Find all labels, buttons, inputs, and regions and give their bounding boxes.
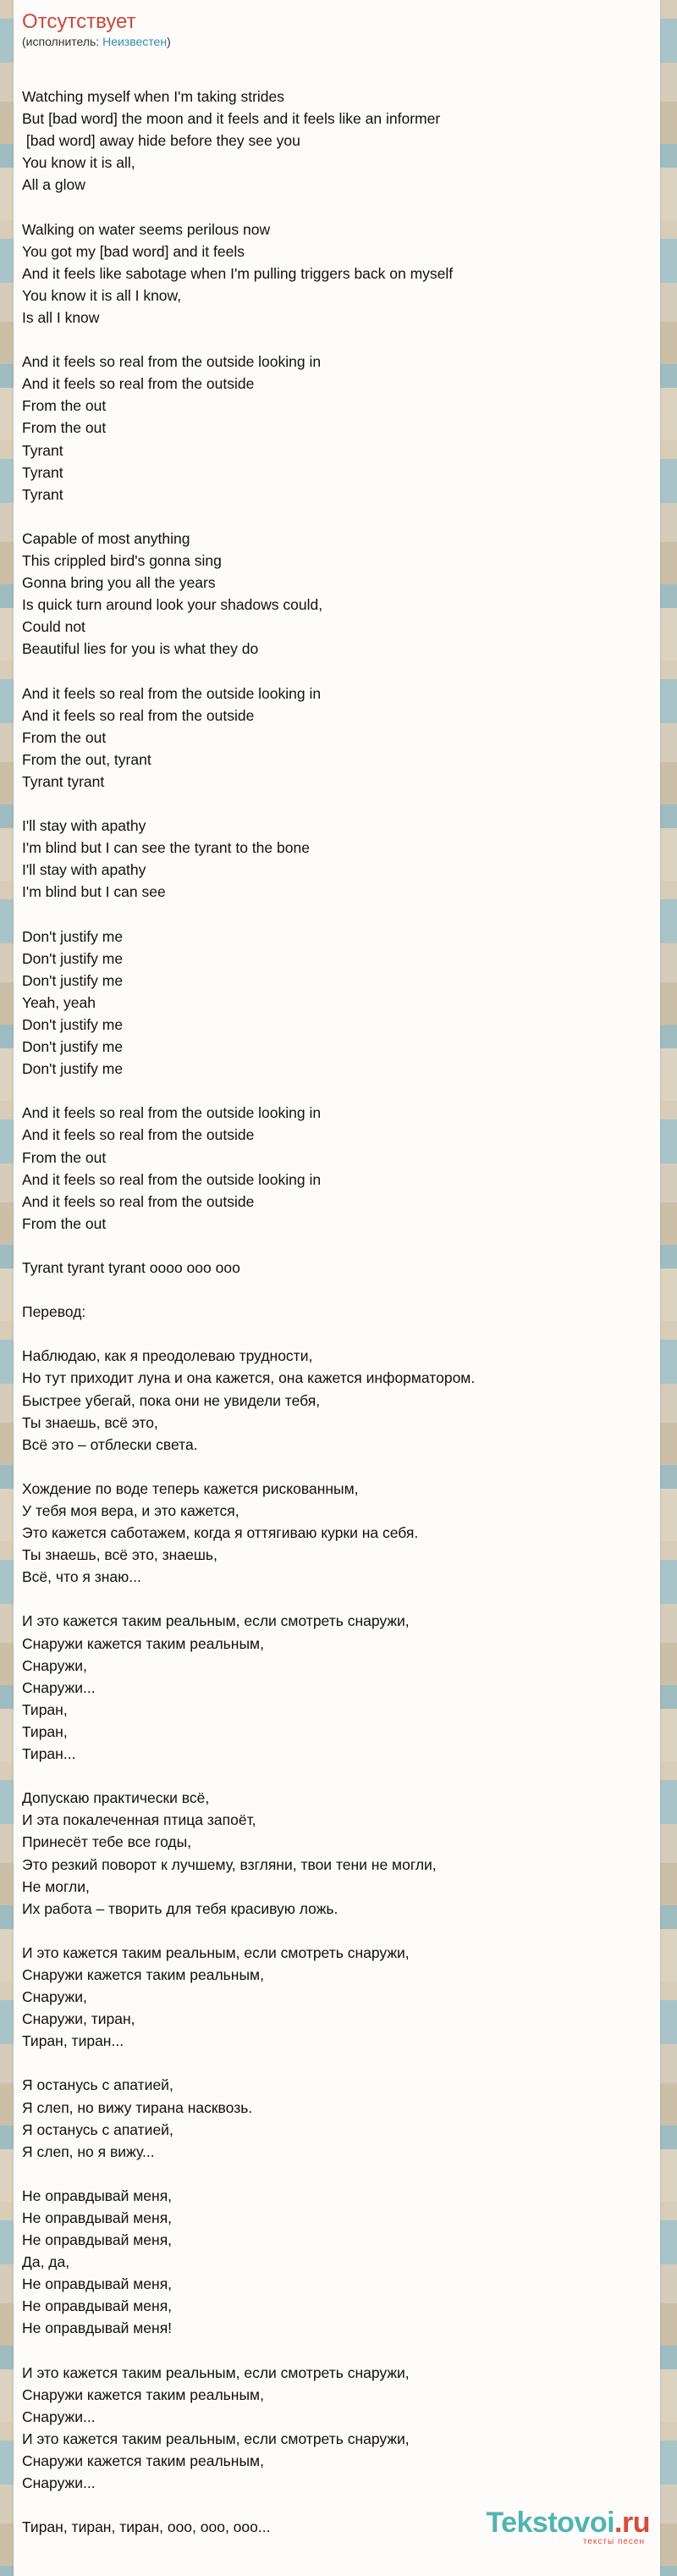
lyric-line: And it feels so real from the outside — [22, 706, 255, 724]
lyric-line: And it feels like sabotage when I'm pulling triggers back on myself — [22, 264, 454, 282]
site-logo[interactable] — [486, 2507, 650, 2546]
lyric-line: And it feels so real from the outside — [22, 1192, 255, 1210]
lyric-line: Не оправдывай меня, — [22, 2209, 173, 2226]
lyric-line: Could not — [22, 618, 85, 636]
lyric-line: And it feels so real from the outside looking in — [22, 1104, 322, 1122]
logo-tagline: тексты песен — [582, 2537, 645, 2546]
lyric-line: Это резкий поворот к лучшему, взгляни, твои тени не могли, — [22, 1855, 437, 1873]
performer-prefix: (исполнитель: — [22, 35, 103, 48]
lyric-line: Tyrant — [22, 441, 63, 459]
lyric-line: Снаружи, — [22, 1656, 87, 1674]
lyric-blank-line — [22, 1588, 648, 1610]
lyric-blank-line — [22, 660, 648, 682]
lyric-line: И это кажется таким реальным, если смотреть снаружи, — [22, 2363, 410, 2381]
lyric-blank-line — [22, 793, 648, 815]
lyric-line: Watching myself when I'm taking strides — [22, 88, 285, 105]
lyric-line: Tyrant — [22, 485, 63, 503]
lyric-blank-line — [22, 1279, 648, 1301]
lyric-line: [bad word] away hide before they see you — [22, 132, 300, 150]
lyric-line: Снаружи кажется таким реальным, — [22, 2385, 264, 2403]
lyric-line: Снаружи... — [22, 2474, 96, 2492]
lyric-line: Ты знаешь, всё это, знаешь, — [22, 1546, 217, 1564]
lyric-line: Тиран, тиран, тиран, ооо, ооо, ооо... — [22, 2518, 271, 2536]
lyric-blank-line — [22, 2052, 648, 2074]
lyric-blank-line — [22, 1323, 648, 1345]
lyric-line: I'll stay with apathy — [22, 861, 146, 879]
lyric-line: Снаружи кажется таким реальным, — [22, 1634, 264, 1652]
lyric-line: У тебя моя вера, и это кажется, — [22, 1502, 239, 1519]
lyric-line: Принесёт тебе все годы, — [22, 1833, 192, 1851]
performer-line — [22, 34, 171, 49]
lyric-blank-line — [22, 2340, 648, 2362]
lyric-line: And it feels so real from the outside looking in — [22, 1170, 322, 1188]
lyric-line: Снаружи, тиран, — [22, 2010, 135, 2028]
lyric-line: Допускаю практически всё, — [22, 1789, 210, 1807]
lyric-line: Не оправдывай меня, — [22, 2231, 173, 2249]
lyric-line: Тиран... — [22, 1745, 76, 1763]
lyric-line: Capable of most anything — [22, 529, 190, 547]
lyric-line: Наблюдаю, как я преодолеваю трудности, — [22, 1347, 313, 1365]
lyric-line: Не оправдывай меня, — [22, 2275, 173, 2293]
lyric-line: И это кажется таким реальным, если смотреть снаружи, — [22, 2430, 410, 2447]
lyric-line: Не оправдывай меня! — [22, 2319, 173, 2337]
lyric-line: Но тут приходит луна и она кажется, она кажется информатором. — [22, 1369, 476, 1387]
lyric-blank-line — [22, 1920, 648, 1942]
lyric-line: Я останусь с апатией, — [22, 2120, 173, 2138]
lyric-line: Is all I know — [22, 308, 100, 326]
lyric-line: Снаружи... — [22, 2407, 96, 2425]
performer-link[interactable]: Неизвестен — [102, 35, 168, 48]
lyric-line: Я слеп, но вижу тирана насквозь. — [22, 2098, 253, 2116]
lyric-line: Всё, что я знаю... — [22, 1568, 141, 1586]
lyric-line: Don't justify me — [22, 927, 124, 945]
lyric-line: From the out, tyrant — [22, 750, 151, 768]
lyric-blank-line — [22, 196, 648, 218]
song-header — [22, 10, 171, 49]
lyric-line: Don't justify me — [22, 1038, 124, 1056]
lyric-line: Хождение по воде теперь кажется рискованным, — [22, 1479, 359, 1497]
lyric-line: Это кажется саботажем, когда я оттягиваю курки на себя. — [22, 1524, 419, 1542]
lyric-line: Don't justify me — [22, 1015, 124, 1033]
lyric-line: I'm blind but I can see — [22, 883, 166, 901]
lyric-line: Don't justify me — [22, 971, 124, 989]
lyric-line: Перевод: — [22, 1303, 86, 1321]
lyric-line: Gonna bring you all the years — [22, 574, 216, 592]
lyric-line: Tyrant tyrant — [22, 772, 105, 790]
right-background-stripe — [660, 0, 677, 2576]
lyric-line: But [bad word] the moon and it feels and it feels like an informer — [22, 110, 441, 128]
lyric-line: Ты знаешь, всё это, — [22, 1413, 158, 1431]
lyric-line: Don't justify me — [22, 949, 124, 967]
left-background-stripe — [0, 0, 14, 2576]
lyric-line: This crippled bird's gonna sing — [22, 551, 222, 569]
lyric-blank-line — [22, 1235, 648, 1257]
lyric-line: And it feels so real from the outside looking in — [22, 353, 322, 371]
lyric-line: Тиран, тиран... — [22, 2032, 124, 2050]
lyric-line: Всё это – отблески света. — [22, 1435, 198, 1453]
lyric-line: И эта покалеченная птица запоёт, — [22, 1811, 256, 1829]
lyric-line: И это кажется таким реальным, если смотреть снаружи, — [22, 1612, 410, 1630]
lyric-line: Is quick turn around look your shadows could, — [22, 596, 323, 614]
lyric-line: Быстрее убегай, пока они не увидели тебя, — [22, 1391, 321, 1409]
lyric-line: И это кажется таким реальным, если смотреть снаружи, — [22, 1943, 410, 1961]
lyric-line: Я слеп, но я вижу... — [22, 2142, 155, 2160]
lyric-line: Снаружи... — [22, 1678, 96, 1696]
lyric-line: Я останусь с апатией, — [22, 2076, 173, 2094]
lyric-line: Да, да, — [22, 2253, 70, 2271]
logo-wordmark — [486, 2507, 650, 2539]
lyric-line: From the out — [22, 728, 107, 746]
lyric-line: From the out — [22, 419, 107, 437]
lyric-blank-line — [22, 506, 648, 528]
lyric-blank-line — [22, 1456, 648, 1478]
lyric-line: Снаружи кажется таким реальным, — [22, 2452, 264, 2470]
lyric-blank-line — [22, 903, 648, 925]
lyric-line: Yeah, yeah — [22, 993, 96, 1011]
logo-name: Tekstovoi — [486, 2507, 615, 2539]
performer-suffix: ) — [167, 35, 171, 48]
lyric-line: Тиран, — [22, 1700, 68, 1718]
lyric-blank-line — [22, 1765, 648, 1787]
lyrics-text — [22, 86, 648, 2538]
lyric-line: And it feels so real from the outside looking in — [22, 684, 322, 702]
lyric-line: I'm blind but I can see the tyrant to the bone — [22, 839, 310, 857]
lyric-line: Beautiful lies for you is what they do — [22, 640, 259, 658]
lyric-line: From the out — [22, 1148, 107, 1166]
lyric-line: Не могли, — [22, 1877, 90, 1895]
lyric-line: Тиран, — [22, 1722, 68, 1740]
lyric-line: Не оправдывай меня, — [22, 2186, 173, 2204]
lyric-line: Не оправдывай меня, — [22, 2297, 173, 2315]
lyric-line: From the out — [22, 397, 107, 415]
lyric-blank-line — [22, 329, 648, 351]
lyric-line: Их работа – творить для тебя красивую ложь. — [22, 1899, 338, 1917]
lyric-line: Don't justify me — [22, 1060, 124, 1078]
song-title: Отсутствует — [22, 10, 136, 33]
lyric-line: You know it is all I know, — [22, 286, 182, 304]
lyric-line: Снаружи, — [22, 1988, 87, 2006]
lyric-line: Walking on water seems perilous now — [22, 220, 271, 238]
lyric-line: And it feels so real from the outside — [22, 375, 255, 393]
lyric-line: Снаружи кажется таким реальным, — [22, 1965, 264, 1983]
lyric-line: All a glow — [22, 176, 85, 194]
lyric-line: I'll stay with apathy — [22, 817, 146, 835]
lyric-line: And it feels so real from the outside — [22, 1126, 255, 1144]
logo-tld: .ru — [614, 2507, 650, 2539]
lyric-blank-line — [22, 1080, 648, 1102]
lyric-line: You know it is all, — [22, 154, 135, 172]
lyric-blank-line — [22, 2163, 648, 2185]
lyric-line: You got my [bad word] and it feels — [22, 242, 245, 260]
lyric-line: Tyrant — [22, 463, 63, 481]
lyric-line: Tyrant tyrant tyrant oooo ooo ooo — [22, 1258, 240, 1276]
lyric-line: From the out — [22, 1214, 107, 1232]
